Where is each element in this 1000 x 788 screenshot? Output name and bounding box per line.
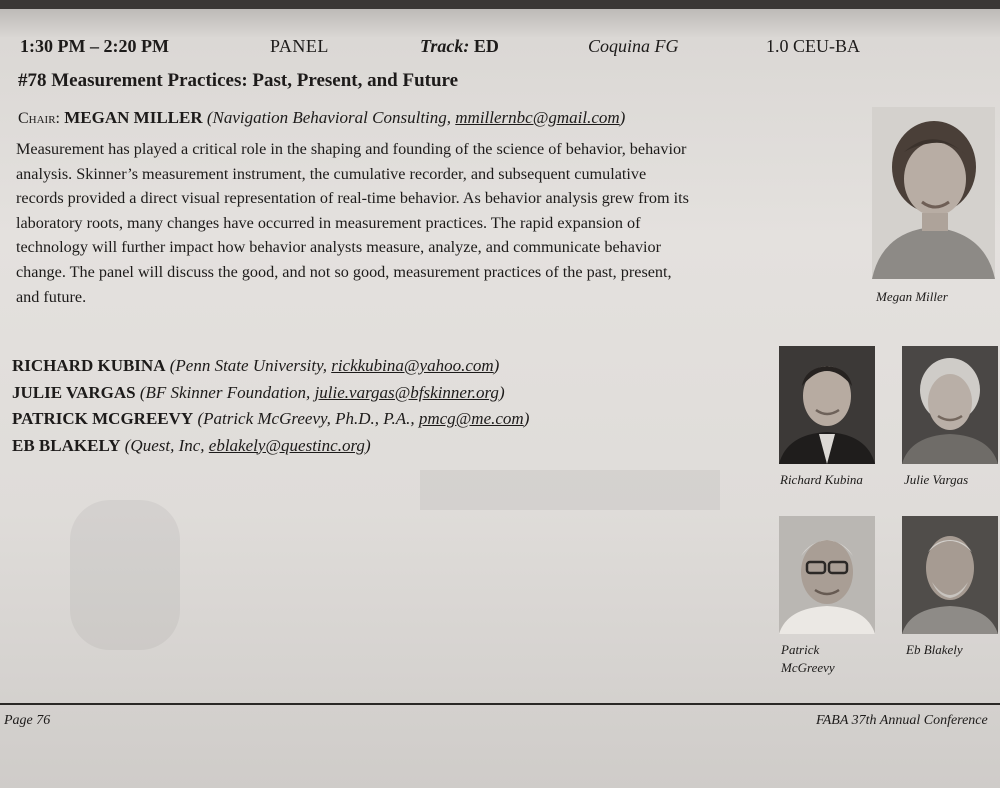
panelist-row	[12, 380, 529, 407]
session-room: Coquina FG	[588, 36, 679, 56]
panelist-paren: )	[493, 356, 500, 375]
session-format: PANEL	[270, 36, 329, 56]
megan-miller-photo	[872, 107, 995, 279]
abstract-line: records provided a direct visual representation of real-time behavior. As behavior analysis grew from its	[16, 189, 689, 208]
panelist-affiliation: (Quest, Inc,	[124, 435, 205, 455]
richard-kubina-photo	[779, 346, 875, 464]
track-label: Track:	[420, 36, 470, 56]
session-ceu: 1.0 CEU-BA	[766, 36, 860, 56]
panelist-paren: )	[523, 409, 530, 428]
abstract-line: change. The panel will discuss the good, and not so good, measurement practices of the past, present,	[16, 262, 672, 281]
chair-email-link[interactable]: mmillernbc@gmail.com	[455, 108, 620, 127]
chair-name: MEGAN MILLER	[64, 108, 203, 127]
footer-page-number: Page 76	[4, 713, 51, 728]
panelist-name: RICHARD KUBINA	[12, 356, 166, 375]
abstract-line: laboratory roots, many changes have occurred in measurement practices. The rapid expansion of	[16, 213, 641, 232]
session-time: 1:30 PM – 2:20 PM	[20, 36, 169, 56]
panelist-name: PATRICK MCGREEVY	[12, 409, 194, 428]
footer-rule	[0, 703, 1000, 705]
panelist-affiliation: (Penn State University,	[169, 356, 327, 375]
track-value: ED	[473, 36, 499, 56]
session-title: #78 Measurement Practices: Past, Present, and Future	[18, 70, 459, 91]
session-track	[420, 36, 499, 57]
page-top-edge	[0, 0, 1000, 9]
patrick-caption-line2: McGreevy	[781, 660, 835, 675]
chair-label: Chair:	[18, 110, 61, 127]
panelist-email-link[interactable]: julie.vargas@bfskinner.org	[314, 382, 499, 402]
abstract-line: technology will further impact how behavior analysts measure, analyze, and communicate behavior	[16, 238, 662, 257]
panelist-list	[12, 353, 529, 459]
panelist-row	[12, 406, 529, 433]
panelist-affiliation: (Patrick McGreevy, Ph.D., P.A.,	[197, 409, 415, 428]
patrick-caption-line1: Patrick	[781, 642, 820, 657]
eb-blakely-caption: Eb Blakely	[906, 642, 963, 657]
chair-paren: )	[619, 108, 626, 127]
abstract	[16, 137, 846, 309]
abstract-line: Measurement has played a critical role in the shaping and founding of the science of behavior, behavior	[16, 140, 687, 158]
patrick-mcgreevy-photo	[779, 516, 875, 634]
abstract-line: and future.	[16, 287, 87, 306]
eb-blakely-photo	[902, 516, 998, 634]
chair-affiliation: (Navigation Behavioral Consulting,	[206, 108, 452, 127]
bleed-through-block	[420, 470, 720, 510]
richard-kubina-caption: Richard Kubina	[780, 472, 863, 487]
panelist-name: EB BLAKELY	[12, 435, 121, 455]
page-shadow	[0, 9, 1000, 37]
bleed-through-figure	[70, 500, 180, 650]
chair-line	[18, 108, 625, 128]
patrick-mcgreevy-caption	[781, 641, 835, 677]
megan-miller-caption: Megan Miller	[876, 289, 948, 304]
footer-conference-name: FABA 37th Annual Conference	[816, 713, 988, 728]
panelist-row	[12, 433, 529, 460]
julie-vargas-caption: Julie Vargas	[904, 472, 969, 487]
panelist-email-link[interactable]: eblakely@questinc.org	[208, 435, 365, 455]
panelist-email-link[interactable]: pmcg@me.com	[418, 409, 524, 428]
panelist-email-link[interactable]: rickkubina@yahoo.com	[331, 356, 494, 375]
panelist-row	[12, 353, 529, 380]
abstract-line: analysis. Skinner’s measurement instrument, the cumulative recorder, and subsequent cumulative	[16, 164, 647, 183]
panelist-affiliation: (BF Skinner Foundation,	[139, 382, 311, 402]
panelist-name: JULIE VARGAS	[12, 382, 136, 402]
panelist-paren: )	[364, 435, 371, 455]
julie-vargas-photo	[902, 346, 998, 464]
panelist-paren: )	[498, 382, 505, 402]
